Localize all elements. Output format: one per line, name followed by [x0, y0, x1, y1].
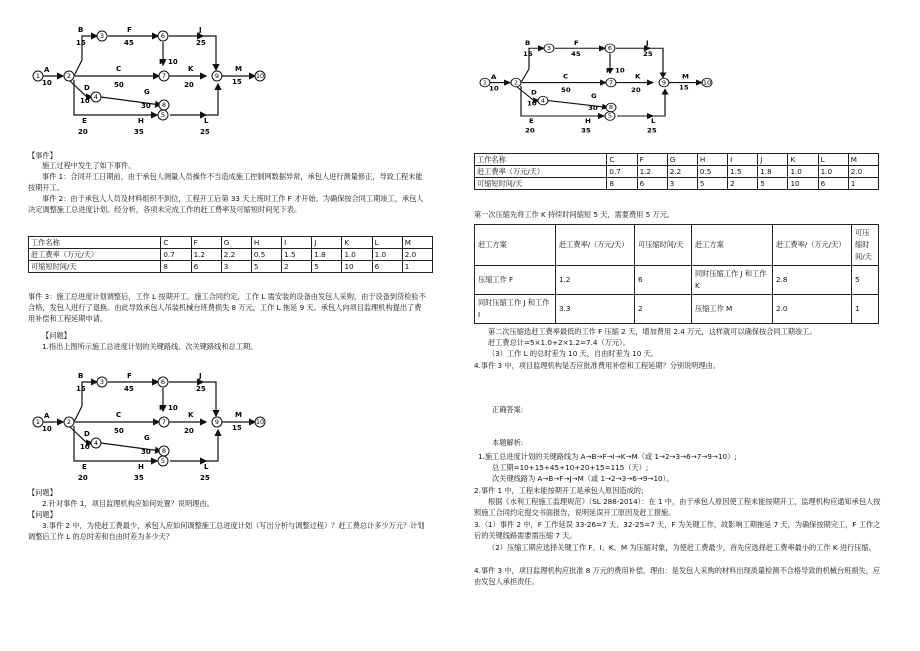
svg-text:A: A — [44, 412, 50, 420]
svg-text:8: 8 — [161, 447, 167, 455]
svg-text:10: 10 — [42, 79, 52, 87]
svg-text:30: 30 — [141, 448, 151, 456]
network-diagram-top-left — [28, 10, 268, 150]
svg-text:10: 10 — [168, 58, 178, 66]
svg-text:9: 9 — [661, 79, 667, 87]
svg-text:K: K — [188, 65, 194, 73]
svg-text:10: 10 — [489, 84, 499, 93]
svg-text:15: 15 — [679, 83, 689, 92]
svg-text:H: H — [585, 117, 591, 125]
svg-text:30: 30 — [588, 104, 598, 112]
svg-text:10: 10 — [255, 72, 265, 80]
svg-text:D: D — [84, 84, 90, 92]
event-intro: 施工过程中发生了如下事件。 — [42, 161, 136, 170]
event-2: 事件 2：由于承包人人员及材料组织不到位，工程开工后第 33 天上班时工作 F 才开始。为确保按合同工期竣工，承包人决定调整施工总进度计划。经分析，各项未完成工作的赶工费率及可缩短时间见下表。 — [28, 194, 424, 214]
svg-text:F: F — [127, 26, 132, 34]
svg-text:M: M — [235, 411, 242, 419]
svg-text:J: J — [199, 26, 202, 34]
analysis-title: 本题解析: — [492, 438, 524, 447]
table-row: 可缩短时间/天 8 6 3 5 2 5 10 6 1 — [29, 261, 433, 273]
answer-4: 4.事件 3 中，项目监理机构应批准 8 万元的费用补偿。理由：是发包人采购的材料出现质量检测不合格导致的机械台班损失，应由发包人承担责任。 — [474, 566, 881, 586]
svg-text:7: 7 — [608, 79, 614, 87]
table-row: 可缩短时间/天 8 6 3 5 2 5 10 6 1 — [475, 178, 879, 190]
svg-text:5: 5 — [160, 457, 166, 465]
svg-text:20: 20 — [525, 126, 535, 135]
svg-text:25: 25 — [196, 385, 206, 393]
svg-text:B: B — [78, 26, 84, 34]
svg-text:F: F — [574, 39, 579, 47]
svg-text:1: 1 — [482, 79, 488, 87]
svg-text:50: 50 — [114, 81, 124, 89]
cost-total: 赶工费总计=5×1.0+2×1.2=7.4（万元）。 — [488, 338, 630, 347]
svg-text:D: D — [531, 89, 537, 97]
svg-text:1: 1 — [35, 72, 41, 80]
svg-text:E: E — [529, 117, 534, 125]
svg-text:4: 4 — [540, 97, 546, 105]
svg-text:6: 6 — [160, 32, 166, 40]
svg-text:I: I — [159, 404, 162, 412]
svg-text:E: E — [82, 463, 87, 471]
svg-text:8: 8 — [608, 104, 614, 111]
svg-text:C: C — [563, 72, 569, 81]
svg-text:30: 30 — [141, 102, 151, 110]
network-diagram-right — [475, 26, 715, 146]
svg-text:25: 25 — [196, 39, 206, 47]
svg-text:L: L — [651, 117, 656, 125]
svg-text:A: A — [491, 73, 497, 81]
svg-text:9: 9 — [214, 72, 220, 80]
svg-text:H: H — [138, 463, 144, 471]
answer-1-total: 总工期=10+15+45+10+20+15=115（天）; — [492, 463, 649, 472]
svg-text:35: 35 — [581, 126, 591, 135]
svg-text:15: 15 — [523, 50, 533, 58]
svg-text:15: 15 — [76, 385, 86, 393]
svg-text:50: 50 — [561, 86, 571, 94]
svg-text:7: 7 — [161, 418, 167, 426]
table-row: 工作名称 C F G H I J K L M — [475, 154, 879, 166]
svg-text:3: 3 — [546, 45, 552, 52]
svg-text:10: 10 — [702, 79, 712, 87]
svg-text:20: 20 — [78, 474, 88, 482]
answer-2-detail: 根据《水利工程施工监理规范》（SL 288-2014）：在 1 中，由于承包人原因使工程未能按期开工，监理机构应通知承包人按照施工合同约定提交书面报告，说明延误开工原因及赶工措施。 — [474, 497, 881, 517]
svg-text:3: 3 — [99, 32, 105, 40]
crash-plan-table — [474, 224, 879, 324]
svg-text:15: 15 — [76, 39, 86, 47]
event-1: 事件 1：合同开工日期前，由于承包人测量人员操作不当造成施工控制网数据异常，承包人进行测量修正，导致工程未能按期开工。 — [28, 172, 423, 192]
svg-text:M: M — [235, 65, 242, 73]
svg-text:45: 45 — [571, 50, 581, 58]
event-3: 事件 3：施工总进度计划调整后，工作 L 按期开工。施工合同约定，工作 L 需安装的设备由发包人采购，由于设备到货检验不合格，发包人进行了退换。由此导致承包人吊装机械台班费损失 8 万元，工作 L 拖延 9 天。承包人向项目监理机构提出了费用补偿和工程延期申请。 — [28, 292, 426, 323]
svg-text:K: K — [188, 411, 194, 419]
svg-text:15: 15 — [232, 78, 242, 86]
svg-text:3: 3 — [99, 378, 105, 386]
crash-cost-table-right — [474, 153, 879, 190]
svg-text:10: 10 — [615, 66, 625, 75]
svg-text:2: 2 — [66, 418, 72, 426]
svg-text:45: 45 — [124, 39, 134, 47]
svg-text:7: 7 — [161, 72, 167, 80]
svg-text:25: 25 — [643, 50, 653, 58]
svg-text:I: I — [606, 66, 609, 75]
svg-text:6: 6 — [160, 378, 166, 386]
svg-text:20: 20 — [631, 86, 641, 94]
svg-text:M: M — [682, 72, 689, 81]
svg-text:20: 20 — [78, 128, 88, 136]
svg-text:9: 9 — [214, 418, 220, 426]
svg-text:G: G — [144, 434, 150, 442]
svg-text:K: K — [635, 72, 641, 81]
svg-text:35: 35 — [134, 474, 144, 482]
question-2: 2.针对事件 1，项目监理机构应如何处置？说明理由。 — [42, 499, 214, 508]
svg-text:10: 10 — [527, 100, 537, 108]
question-1: 1.指出上图所示施工总进度计划的关键路线、次关键路线和总工期。 — [42, 342, 258, 351]
svg-text:5: 5 — [160, 111, 166, 119]
svg-text:L: L — [204, 463, 209, 471]
svg-text:1: 1 — [35, 418, 41, 426]
svg-text:50: 50 — [114, 427, 124, 435]
svg-text:4: 4 — [93, 439, 99, 447]
svg-text:25: 25 — [200, 474, 210, 482]
svg-text:H: H — [138, 117, 144, 125]
svg-text:25: 25 — [200, 128, 210, 136]
svg-text:6: 6 — [607, 45, 613, 52]
svg-text:E: E — [82, 117, 87, 125]
svg-text:10: 10 — [42, 425, 52, 433]
svg-text:J: J — [199, 372, 202, 380]
svg-text:2: 2 — [513, 79, 519, 87]
table-row: 压缩工作 F 1.2 6 同时压缩工作 J 和工作 K 2.8 5 — [475, 266, 879, 295]
svg-text:10: 10 — [80, 443, 90, 451]
answer-1: 1.施工总进度计划的关键路线为 A→B→F→I→K→M（或 1→2→3→6→7→9→10）; — [478, 452, 737, 461]
answer-3-1: 3.（1）事件 2 中，F 工作延误 33-26=7 天、32-25=7 天，F 为关键工作，故影响工期拖延 7 天，为确保按期完工，F 工作之后的关键线路需要需压缩 7 天。 — [474, 520, 881, 540]
float-line: （3）工作 L 的总时差为 10 天，自由时差为 10 天。 — [488, 349, 658, 358]
act-a: A — [44, 66, 50, 74]
svg-text:8: 8 — [161, 101, 167, 109]
table-row: 赶工方案 赶工费率/（万元/天） 可压缩时间/天 赶工方案 赶工费率/（万元/天） 可压缩时间/天 — [475, 225, 879, 266]
svg-text:B: B — [525, 39, 531, 47]
svg-text:15: 15 — [232, 424, 242, 432]
table-row: 赶工费率（万元/天） 0.7 1.2 2.2 0.5 1.5 1.8 1.0 1.0 2.0 — [29, 249, 433, 261]
question-heading-1: 【问题】 — [42, 331, 71, 340]
svg-text:5: 5 — [607, 113, 613, 120]
svg-text:10: 10 — [80, 97, 90, 105]
network-diagram-bottom-left — [28, 356, 268, 496]
svg-text:10: 10 — [255, 418, 265, 426]
svg-text:D: D — [84, 430, 90, 438]
crash-cost-table-left — [28, 236, 433, 273]
answer-1-secondary: 次关键线路为 A→B→F→J→M（或 1→2→3→6→9→10）。 — [492, 474, 674, 483]
svg-text:10: 10 — [168, 404, 178, 412]
answer-2: 2.事件 1 中，工程未能按期开工是承包人原因造成的; — [474, 486, 644, 495]
section-event-heading: 【事件】 — [28, 151, 57, 160]
question-heading-3: 【问题】 — [28, 510, 57, 519]
svg-text:J: J — [646, 39, 649, 47]
svg-text:45: 45 — [124, 385, 134, 393]
table-row: 同时压缩工作 J 和工作 I 3.3 2 压缩工作 M 2.0 1 — [475, 295, 879, 324]
svg-text:20: 20 — [184, 81, 194, 89]
table-row: 赶工费率（万元/天） 0.7 1.2 2.2 0.5 1.5 1.8 1.0 1.0 2.0 — [475, 166, 879, 178]
svg-text:25: 25 — [647, 126, 657, 135]
svg-text:G: G — [144, 88, 150, 96]
svg-text:C: C — [116, 65, 122, 73]
question-4: 4.事件 3 中，项目监理机构是否应批准费用补偿和工程延期？分别说明理由。 — [474, 361, 721, 370]
svg-text:B: B — [78, 372, 84, 380]
svg-text:F: F — [127, 372, 132, 380]
svg-text:20: 20 — [184, 427, 194, 435]
answer-title: 正确答案: — [492, 405, 524, 414]
svg-text:L: L — [204, 117, 209, 125]
question-heading-2: 【问题】 — [28, 488, 57, 497]
svg-text:35: 35 — [134, 128, 144, 136]
svg-text:I: I — [159, 58, 162, 66]
svg-text:C: C — [116, 411, 122, 419]
note-first-compression: 第一次压缩先将工作 K 持续时间缩短 5 天，需要费用 5 万元。 — [474, 210, 675, 219]
note-second-compression: 第二次压缩选赶工费率最低的工作 F 压缩 2 天，增加费用 2.4 万元，这样就可以确保按合同工期竣工。 — [488, 327, 817, 336]
question-3: 3.事件 2 中，为使赶工费最少，承包人应如何调整施工总进度计划（写出分析与调整过程）？赶工费总计多少万元？计划调整后工作 L 的总时差和自由时差为多少天？ — [28, 521, 425, 541]
svg-text:G: G — [591, 92, 597, 100]
table-row: 工作名称 C F G H I J K L M — [29, 237, 433, 249]
answer-3-2: （2）压缩工期应选择关键工作 F、I、K、M 为压缩对象，为使赶工费最少，首先应选择赶工费率最小的工作 K 进行压缩。 — [488, 543, 876, 552]
svg-text:2: 2 — [66, 72, 72, 80]
svg-text:4: 4 — [93, 93, 99, 101]
